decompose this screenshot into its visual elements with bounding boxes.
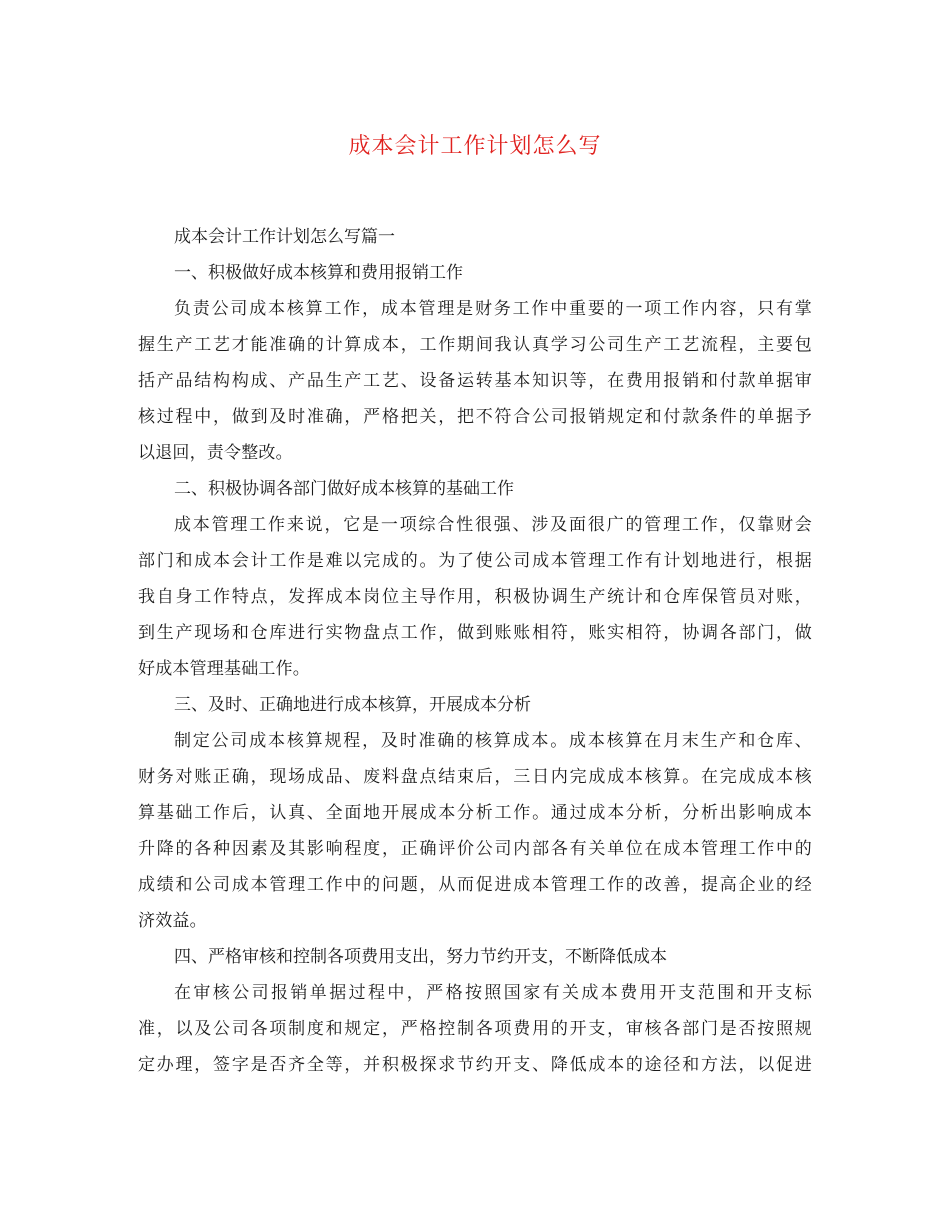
heading-3: 三、及时、正确地进行成本核算，开展成本分析 [174,695,531,715]
paragraph-1-line: 括产品结构构成、产品生产工艺、设备运转基本知识等，在费用报销和付款单据审 [138,371,812,391]
paragraph-2-line: 到生产现场和仓库进行实物盘点工作，做到账账相符，账实相符，协调各部门，做 [138,623,812,643]
section-title: 成本会计工作计划怎么写篇一 [174,227,395,247]
paragraph-2-line: 好成本管理基础工作。 [138,659,310,679]
paragraph-1-line: 握生产工艺才能准确的计算成本，工作期间我认真学习公司生产工艺流程，主要包 [138,335,812,355]
paragraph-3-line: 升降的各种因素及其影响程度，正确评价公司内部各有关单位在成本管理工作中的 [138,839,812,859]
paragraph-1-line: 以退回，责令整改。 [138,443,293,463]
paragraph-3-line: 算基础工作后，认真、全面地开展成本分析工作。通过成本分析，分析出影响成本 [138,803,812,823]
paragraph-2-line: 我自身工作特点，发挥成本岗位主导作用，积极协调生产统计和仓库保管员对账， [138,587,812,607]
heading-4: 四、严格审核和控制各项费用支出，努力节约开支，不断降低成本 [174,947,667,967]
paragraph-3-line: 财务对账正确，现场成品、废料盘点结束后，三日内完成成本核算。在完成成本核 [138,767,812,787]
paragraph-1-line: 核过程中，做到及时准确，严格把关，把不符合公司报销规定和付款条件的单据予 [138,407,812,427]
heading-1: 一、积极做好成本核算和费用报销工作 [174,263,463,283]
paragraph-2-line: 成本管理工作来说，它是一项综合性很强、涉及面很广的管理工作，仅靠财会 [174,515,812,535]
paragraph-1-line: 负责公司成本核算工作，成本管理是财务工作中重要的一项工作内容，只有掌 [174,299,812,319]
document-body [138,219,812,1083]
paragraph-2-line: 部门和成本会计工作是难以完成的。为了使公司成本管理工作有计划地进行，根据 [138,551,812,571]
paragraph-3-line: 成绩和公司成本管理工作中的问题，从而促进成本管理工作的改善，提高企业的经 [138,875,812,895]
paragraph-4-line: 在审核公司报销单据过程中，严格按照国家有关成本费用开支范围和开支标 [174,983,812,1003]
paragraph-4-line: 定办理，签字是否齐全等，并积极探求节约开支、降低成本的途径和方法，以促进 [138,1055,812,1075]
document-title: 成本会计工作计划怎么写 [348,134,602,159]
heading-2: 二、积极协调各部门做好成本核算的基础工作 [174,479,514,499]
paragraph-3-line: 制定公司成本核算规程，及时准确的核算成本。成本核算在月末生产和仓库、 [174,731,812,751]
paragraph-4-line: 准，以及公司各项制度和规定，严格控制各项费用的开支，审核各部门是否按照规 [138,1019,812,1039]
paragraph-3-line: 济效益。 [138,911,207,931]
